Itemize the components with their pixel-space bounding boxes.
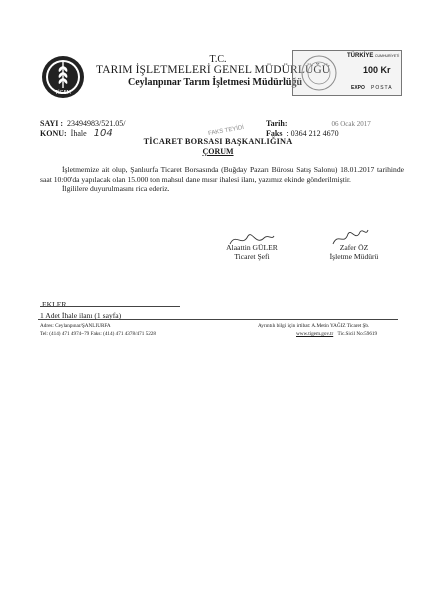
- body-paragraph-2: İlgililere duyurulmasını rica ederiz.: [62, 184, 170, 194]
- faks-teyidi-stamp: FAKS TEYİDİ: [207, 124, 245, 138]
- postmark-icon: [295, 53, 343, 93]
- stamp-posta: POSTA: [371, 85, 393, 91]
- logo-label: TİGEM: [55, 90, 71, 96]
- attachment-item: 1 Adet İhale ilanı (1 sayfa): [40, 311, 122, 320]
- attachments-title: EKLER: [42, 300, 67, 309]
- footer-web-row: [296, 331, 377, 337]
- sayi-value: 23494983/521.05/: [67, 119, 126, 128]
- konu-value: İhale: [70, 129, 87, 138]
- tarih-stamp: 06 Ocak 2017: [331, 120, 371, 128]
- body-paragraph-1: İşletmemize ait olup, Şanlıurfa Ticaret Borsasında (Buğday Pazarı Bürosu Satış Salonu) 18.01.2017 tarihinde saat 10:00'da yapılacak olan 15.000 ton mahsul dane mısır ihalesi ilanı, yazımız ekinde gönderilmiştir.: [40, 165, 404, 184]
- footer-address: Adres: Ceylanpınar/ŞANLIURFA: [40, 323, 111, 329]
- recipient-title: TİCARET BORSASI BAŞKANLIĞINA: [143, 137, 293, 146]
- footer-divider: [38, 319, 398, 320]
- faks-label: Faks: [266, 129, 283, 138]
- tarih-label: Tarih:: [266, 119, 288, 128]
- header-unit: Ceylanpınar Tarım İşletmesi Müdürlüğü: [128, 77, 303, 88]
- signer-right-name: Zafer ÖZ: [339, 243, 369, 252]
- signer-right-title: İşletme Müdürü: [329, 252, 379, 261]
- footer-registry: Tic.Sicil No:59619: [337, 331, 378, 337]
- sayi-label: SAYI :: [40, 119, 64, 128]
- stamp-denomination: 100 Kr: [363, 65, 391, 75]
- postage-stamp: [292, 50, 402, 96]
- letter-body: [40, 165, 404, 194]
- stamp-label: EXPO: [351, 85, 365, 91]
- stamp-sub: CUMHURİYETİ: [375, 54, 400, 58]
- konu-label: KONU:: [40, 129, 67, 138]
- recipient-city: ÇORUM: [202, 147, 234, 156]
- faks-value: : 0364 212 4670: [286, 129, 339, 138]
- attachments-divider: [40, 306, 180, 307]
- stamp-country: TÜRKİYE: [347, 53, 374, 59]
- signer-left-name: Alaattin GÜLER: [226, 243, 278, 252]
- footer-phone: Tel: (414) 471 4974~79 Faks: (414) 471 4378/471 5228: [40, 331, 156, 337]
- footer-contact-info: Ayrıntılı bilgi için irtibat: A.Metin YAĞIZ Ticaret Şb.: [258, 323, 370, 329]
- footer-website[interactable]: www.tigem.gov.tr: [296, 331, 334, 337]
- header-organization: TARIM İŞLETMELERİ GENEL MÜDÜRLÜĞÜ: [96, 64, 331, 76]
- konu-handwritten: 104: [93, 128, 113, 139]
- header-tc: T.C.: [209, 54, 227, 65]
- signer-left-title: Ticaret Şefi: [234, 252, 270, 261]
